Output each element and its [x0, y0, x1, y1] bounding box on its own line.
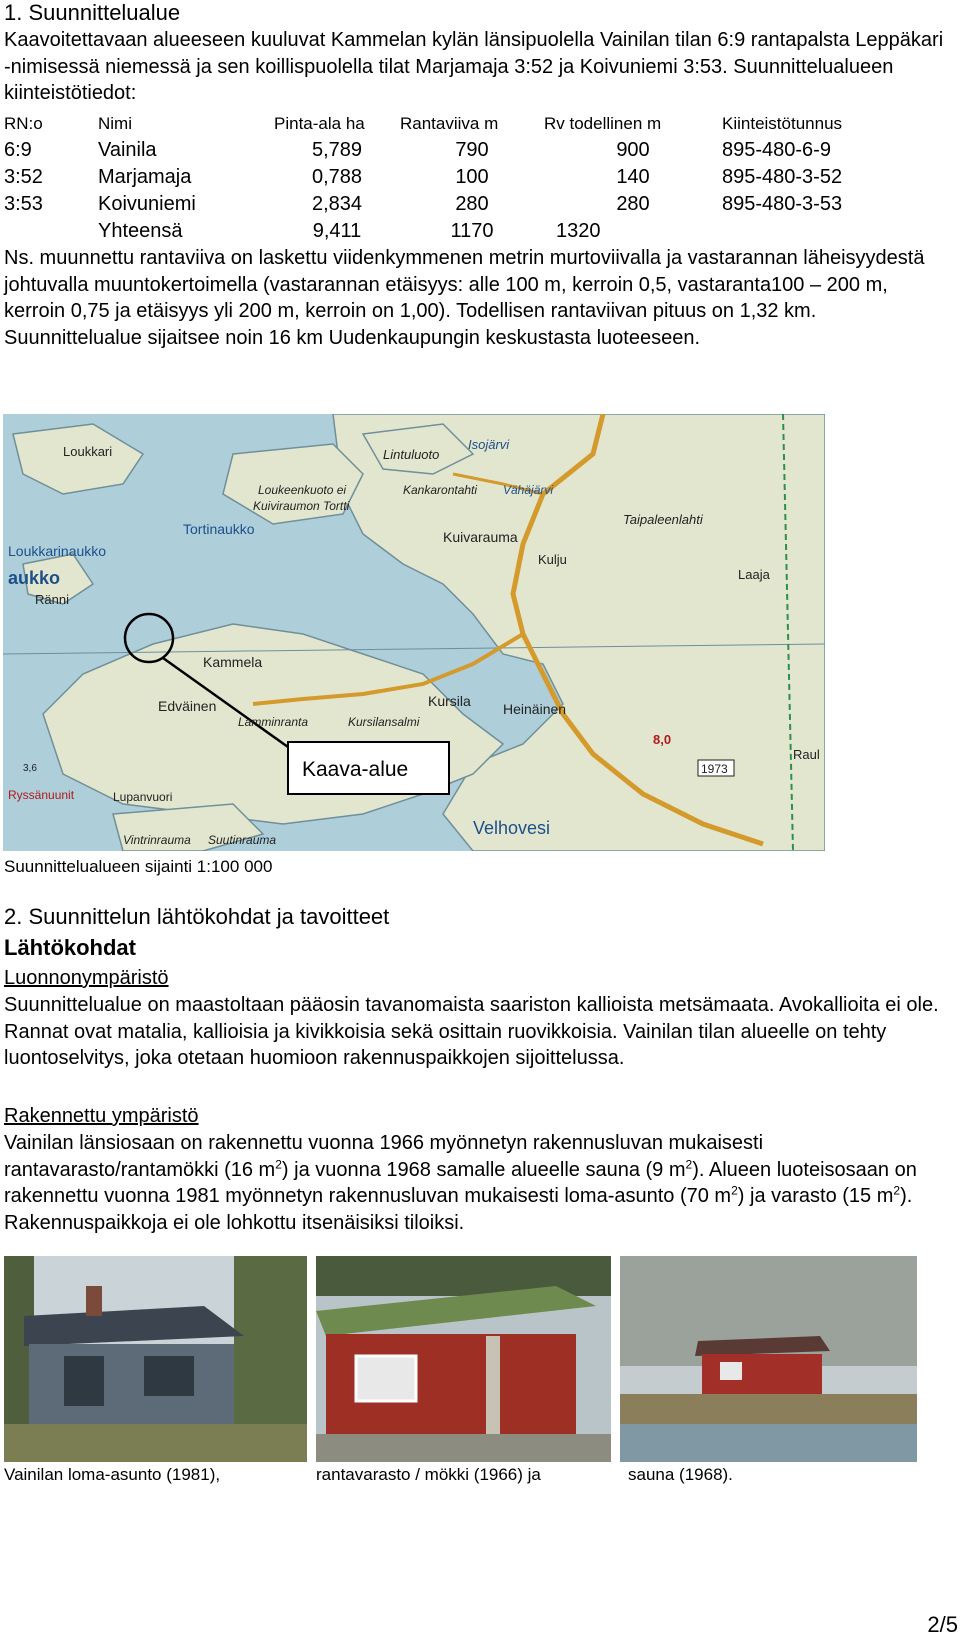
built-text-part: ) ja varasto (15 m — [737, 1185, 894, 1207]
superscript: 2 — [731, 1183, 738, 1198]
table-cell: 280 — [455, 193, 489, 215]
section2-subheading: Lähtökohdat — [4, 935, 136, 960]
photo-caption: rantavarasto / mökki (1966) ja — [316, 1465, 541, 1484]
col-header: Rv todellinen m — [544, 114, 662, 133]
photo-graphic — [316, 1256, 611, 1462]
table-cell: 3:53 — [4, 193, 43, 215]
map-label: Kulju — [538, 552, 567, 567]
table-cell: 100 — [455, 166, 489, 188]
built-text-part: ) ja vuonna 1968 samalle alueelle sauna (9 m — [281, 1158, 686, 1181]
section2-heading: 2. Suunnittelun lähtökohdat ja tavoitteet — [4, 904, 390, 929]
table-cell: 5,789 — [311, 139, 363, 161]
nature-title: Luonnonympäristö — [4, 967, 169, 989]
location-map — [3, 414, 825, 851]
col-header: Rantaviiva m — [400, 114, 499, 133]
map-label: 8,0 — [653, 732, 672, 747]
col-header: Pinta-ala ha — [274, 114, 365, 133]
map-label: Vintrinrauma — [123, 833, 191, 847]
table-cell: Yhteensä — [98, 220, 183, 242]
table-cell — [4, 218, 98, 245]
built-title: Rakennettu ympäristö — [4, 1105, 199, 1127]
page-number: 2/5 — [927, 1612, 958, 1637]
table-cell: Vainila — [98, 139, 157, 161]
map-label: Kursilansalmi — [348, 715, 420, 729]
table-cell: 9,411 — [312, 220, 362, 242]
map-label: 1973 — [701, 762, 728, 776]
map-caption: Suunnittelualueen sijainti 1:100 000 — [4, 857, 273, 876]
superscript: 2 — [685, 1156, 693, 1171]
table-cell: 6:9 — [4, 139, 32, 161]
table-cell: 790 — [455, 139, 489, 161]
property-table — [4, 110, 952, 245]
built-text — [4, 1130, 954, 1236]
table-cell: Koivuniemi — [98, 193, 196, 215]
col-header: Kiinteistötunnus — [722, 114, 843, 133]
photo-caption: sauna (1968). — [628, 1465, 733, 1484]
table-cell: 280 — [616, 193, 650, 215]
map-label: Kuivarauma — [443, 529, 518, 545]
window — [64, 1356, 104, 1406]
map-label: Taipaleenlahti — [623, 512, 703, 527]
table-cell: 3:52 — [4, 166, 43, 188]
table-cell: 1320 — [556, 220, 601, 242]
photo-graphic — [4, 1256, 307, 1462]
table-cell — [722, 218, 952, 245]
photo-caption: Vainilan loma-asunto (1981), — [4, 1465, 221, 1484]
water — [620, 1424, 917, 1462]
built-text-part: ). Alueen luoteisosaan on rakennettu vuonna 1981 myönnetyn rakennusluvan mukaisesti loma-asunto (70 m — [4, 1158, 917, 1207]
col-header: Nimi — [98, 114, 132, 133]
map-label: Suutinrauma — [208, 833, 277, 847]
trees — [316, 1256, 611, 1296]
ground — [4, 1424, 307, 1462]
table-row — [4, 191, 952, 218]
section1-heading: 1. Suunnittelualue — [4, 0, 181, 25]
superscript: 2 — [275, 1156, 282, 1171]
map-label: Loukkari — [63, 444, 113, 459]
table-row — [4, 137, 952, 164]
table-cell: 140 — [616, 166, 650, 188]
shore — [620, 1394, 917, 1424]
chimney — [86, 1286, 102, 1316]
tree-trunk — [486, 1336, 500, 1446]
table-cell: 900 — [616, 139, 650, 161]
photo-sauna — [620, 1256, 917, 1462]
table-cell: 895-480-3-52 — [722, 166, 843, 188]
table-cell: 895-480-3-53 — [722, 193, 843, 215]
photo-holiday-house — [4, 1256, 307, 1462]
map-label: Ränni — [35, 592, 69, 607]
map-label: Raul — [793, 747, 820, 762]
map-label: 3,6 — [23, 763, 37, 774]
map-label: Isojärvi — [468, 437, 510, 452]
ground — [316, 1434, 611, 1462]
house-wall — [29, 1344, 234, 1424]
map-label: Vähäjärvi — [503, 483, 554, 497]
map-label: aukko — [8, 568, 61, 588]
photo-graphic — [620, 1256, 917, 1462]
built-text-part: ). Rakennuspaikkoja ei ole lohkottu itsenäisiksi tiloiksi. — [4, 1185, 913, 1234]
table-cell: 2,834 — [311, 193, 363, 215]
map-label: Lupanvuori — [113, 790, 173, 804]
map-label: Ryssänuunit — [8, 788, 75, 802]
section1-intro: Kaavoitettavaan alueeseen kuuluvat Kammelan kylän länsipuolella Vainilan tilan 6:9 rantapalsta Leppäkari -nimisessä niemessä ja sen koillispuolella tilat Marjamaja 3:52 ja Koivuniemi 3:53. Suunnittelualueen kiinteistötiedot: — [4, 29, 944, 104]
table-cell: Marjamaja — [98, 166, 192, 188]
table-row — [4, 164, 952, 191]
map-label: Lamminranta — [238, 715, 309, 729]
map-label: Kursila — [428, 693, 471, 709]
window — [356, 1356, 416, 1401]
table-header-row — [4, 110, 952, 137]
window — [720, 1362, 742, 1380]
map-label: Heinäinen — [503, 701, 567, 717]
superscript: 2 — [893, 1183, 901, 1198]
col-header: RN:o — [4, 114, 43, 133]
table-cell: 0,788 — [311, 166, 363, 188]
table-cell: 1170 — [450, 220, 494, 242]
map-label: Edväinen — [158, 698, 217, 714]
map-label: Kuiviraumon Tortti — [253, 499, 350, 513]
photo-boathouse — [316, 1256, 611, 1462]
map-label: Laaja — [738, 567, 770, 582]
map-label: Velhovesi — [473, 818, 551, 838]
map-label: Loukkarinaukko — [8, 543, 107, 559]
map-label: Loukeenkuoto ei — [258, 483, 347, 497]
nature-text: Suunnittelualue on maastoltaan pääosin tavanomaista saariston kallioista metsämaata. Avokallioita ei ole. Rannat ovat matalia, kallioisia ja kivikkoisia sekä osittain ruovikkoisia. Vainilan tilan alueelle on tehty luontoselvitys, joka otetaan huomioon rakennuspaikkojen sijoittelussa. — [4, 994, 939, 1069]
map-label: Kammela — [203, 654, 263, 670]
map-graphic — [3, 414, 825, 851]
map-label: Tortinaukko — [183, 521, 255, 537]
section1-shoreline-text: Ns. muunnettu rantaviiva on laskettu viidenkymmenen metrin murtoviivalla ja vastarannan läheisyydestä johtuvalla muuntokertoimella (vastarannan etäisyys: alle 100 m, kerroin 0,5, vastaranta100 – 200 m, kerroin 0,75 ja etäisyys yli 200 m, kerroin on 1,00). Todellisen rantaviivan pituus on 1,32 km. Suunnittelualue sijaitsee noin 16 km Uudenkaupungin keskustasta luoteeseen. — [4, 247, 925, 349]
built-text-part: Vainilan länsiosaan on rakennettu vuonna 1966 myönnetyn rakennusluvan mukaisesti rantavarasto/rantamökki (16 m — [4, 1132, 764, 1181]
map-label: Kankarontahti — [403, 483, 478, 497]
map-label: Lintuluoto — [383, 447, 440, 462]
table-total-row — [4, 218, 952, 245]
window — [144, 1356, 194, 1396]
callout-label: Kaava-alue — [302, 758, 409, 781]
table-cell: 895-480-6-9 — [722, 139, 831, 161]
